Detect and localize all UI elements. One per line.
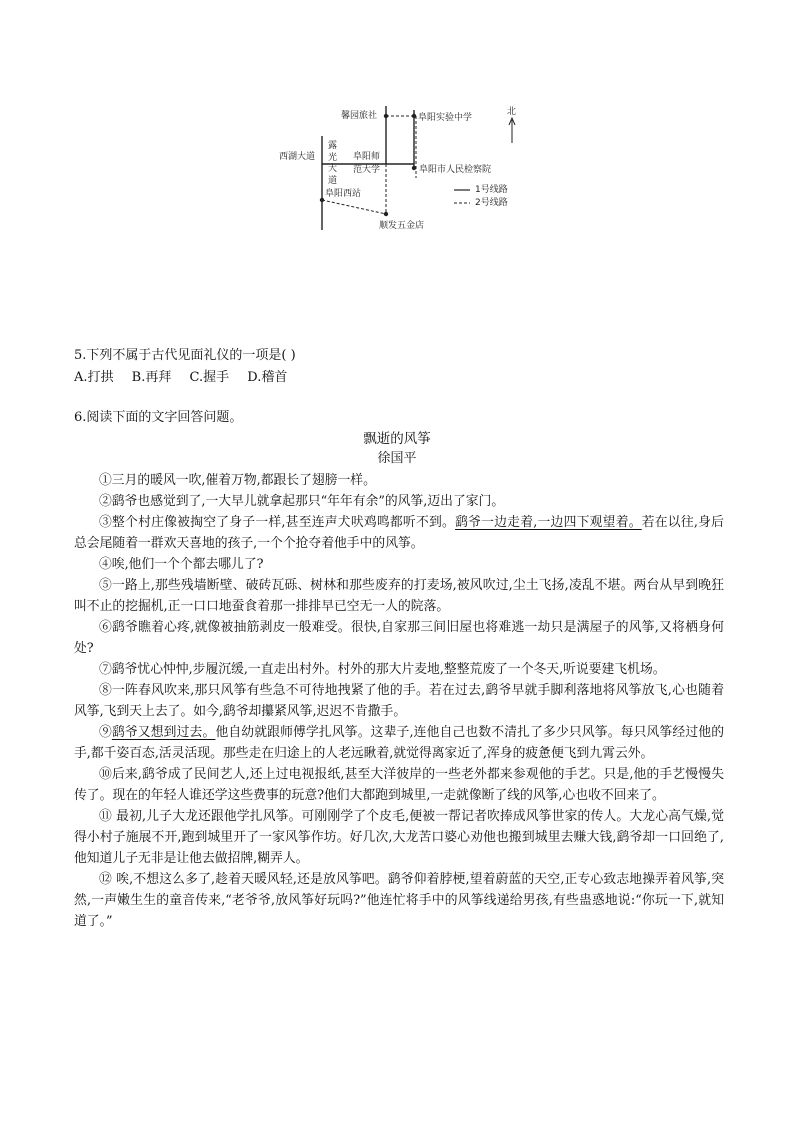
label-school: 阜阳实验中学 [418, 113, 473, 123]
paragraph-3 [74, 512, 724, 554]
paragraph-1: ①三月的暖风一吹,催着万物,都跟长了翅膀一样。 [99, 473, 376, 488]
label-hardware: 顺发五金店 [379, 221, 425, 231]
label-procuratorate: 阜阳市人民检察院 [419, 165, 492, 175]
marker-west-station [320, 198, 324, 202]
paragraph-2: ②鹞爷也感觉到了,一大早儿就拿起那只“年年有余”的风筝,迈出了家门。 [99, 494, 505, 509]
paragraph-9 [74, 722, 724, 764]
marker-school [412, 114, 416, 118]
option-b: B.再拜 [131, 370, 172, 385]
route-map [0, 0, 794, 260]
paragraph-12: ⑫ 唉,不想这么多了,趁着天暖风轻,还是放风筝吧。鹞爷仰着脖梗,望着蔚蓝的天空,正专心致志地操弄着风筝,突然,一声嫩生生的童音传来,“老爷爷,放风筝好玩吗?”他连忙将手中的风筝线递给男孩,有些蛊惑地说:“你玩一下,就知道了。” [74, 872, 724, 929]
paragraph-3-b: 若在以往,身后总会尾随着一群欢天喜地的孩子,一个个抢夺着他手中的风筝。 [74, 515, 724, 551]
route2-c [322, 200, 386, 214]
label-yinyuan: 馨园旅社 [341, 111, 378, 121]
paragraph-7: ⑦鹞爷忧心忡忡,步履沉缓,一直走出村外。村外的那大片麦地,整整荒废了一个冬天,听说要建飞机场。 [99, 662, 666, 677]
question-6-stem: 6.阅读下面的文字回答问题。 [74, 410, 243, 425]
legend-route1: 1号线路 [475, 185, 508, 195]
label-luguang: 露光大道 [327, 141, 337, 186]
question-5-options [74, 367, 301, 389]
marker-yinyuan [384, 114, 388, 118]
marker-hardware [384, 212, 388, 216]
label-normal-2: 范大学 [353, 165, 381, 175]
label-west-station: 阜阳西站 [325, 189, 362, 199]
label-normal-1: 阜阳师 [353, 152, 381, 162]
marker-procuratorate [412, 166, 416, 170]
paragraph-11: ⑪ 最初,儿子大龙还跟他学扎风筝。可刚刚学了个皮毛,便被一帮记者吹捧成风筝世家的传人。大龙心高气燥,觉得小村子施展不开,跑到城里开了一家风筝作坊。好几次,大龙苦口婆心劝他也搬到城里去赚大钱,鹞爷却一口回绝了,他知道儿子无非是让他去做招牌,糊弄人。 [74, 809, 724, 866]
paragraph-5: ⑤一路上,那些残墙断壁、破砖瓦砾、树林和那些废弃的打麦场,被风吹过,尘土飞扬,凌乱不堪。两台从早到晚狂叫不止的挖掘机,正一口口地蚕食着那一排排早已空无一人的院落。 [74, 578, 724, 614]
option-d: D.稽首 [247, 370, 288, 385]
paragraph-9-b: 他自幼就跟师傅学扎风筝。这辈子,连他自己也数不清扎了多少只风筝。每只风筝经过他的手,都千姿百态,活灵活现。那些走在归途上的人老远瞅着,就觉得离家近了,浑身的疲惫便飞到九霄云外。 [74, 725, 725, 761]
paragraph-3-a: ③整个村庄像被掏空了身子一样,甚至连声犬吠鸡鸣都听不到。 [99, 515, 456, 530]
label-north: 北 [507, 107, 517, 117]
paragraph-3-underlined: 鹞爷一边走着,一边四下观望着。 [455, 515, 642, 530]
passage-body [74, 470, 724, 932]
label-xihu: 西湖大道 [279, 152, 316, 162]
paragraph-9-num: ⑨ [99, 725, 112, 740]
question-5-stem: 5.下列不属于古代见面礼仪的一项是( ) [74, 348, 296, 363]
legend-route2: 2号线路 [475, 198, 508, 208]
paragraph-10: ⑩后来,鹞爷成了民间艺人,还上过电视报纸,甚至大洋彼岸的一些老外都来参观他的手艺。只是,他的手艺慢慢失传了。现在的年轻人谁还学这些费事的玩意?他们大都跑到城里,一走就像断了线的风筝,心也收不回来了。 [74, 767, 724, 803]
paragraph-4: ④唉,他们一个个都去哪儿了? [99, 557, 264, 572]
paragraph-6: ⑥鹞爷瞧着心疼,就像被抽筋剥皮一般难受。很快,自家那三间旧屋也将难逃一劫只是满屋子的风筝,又将栖身何处? [74, 620, 724, 656]
paragraph-9-underlined: 鹞爷又想到过去。 [111, 725, 216, 740]
passage-author: 徐国平 [377, 451, 417, 466]
paragraph-8: ⑧一阵春风吹来,那只风筝有些急不可待地拽紧了他的手。若在过去,鹞爷早就手脚利落地将风筝放飞,心也随着风筝,飞到天上去了。如今,鹞爷却攥紧风筝,迟迟不肯撒手。 [74, 683, 724, 719]
passage-title: 飘逝的风筝 [363, 431, 431, 447]
option-a: A.打拱 [74, 370, 114, 385]
option-c: C.握手 [189, 370, 230, 385]
